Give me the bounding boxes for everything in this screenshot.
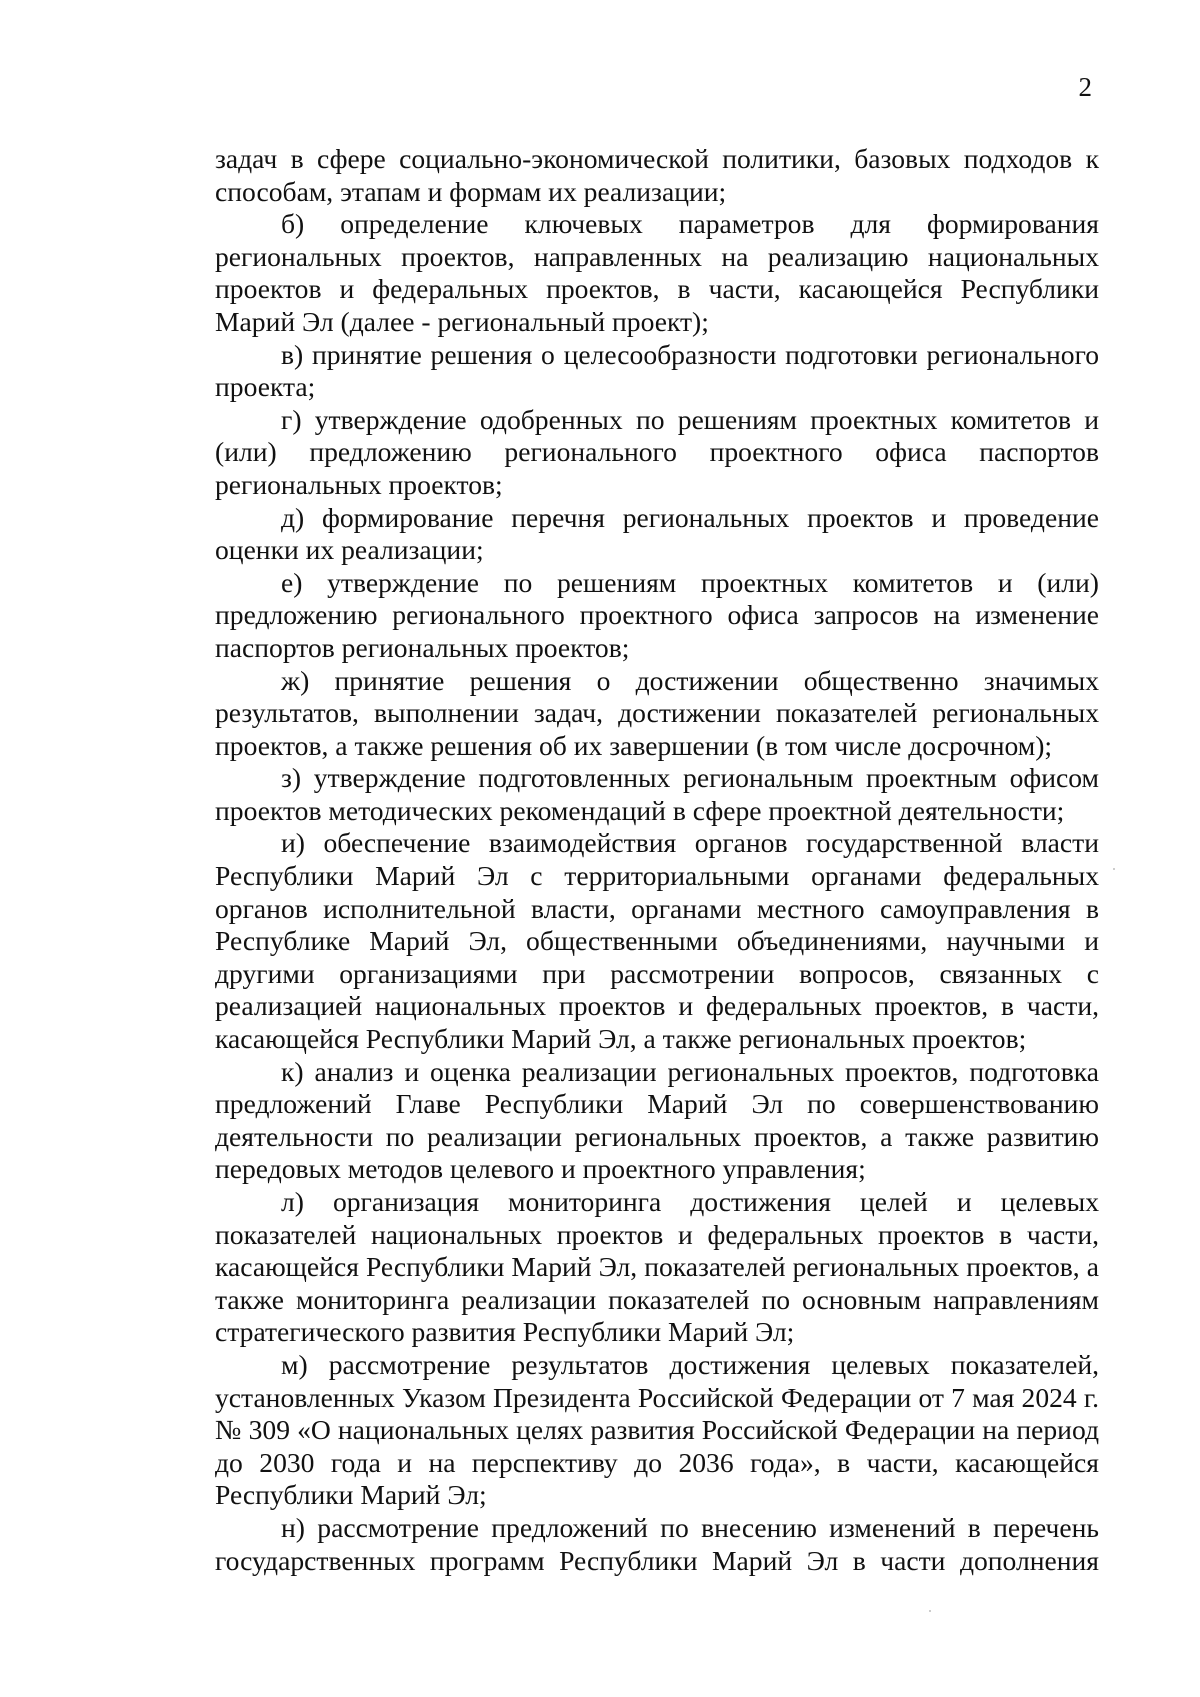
paragraph-item-b: б) определение ключевых параметров для формирования региональных проектов, направленных на реализацию национальных проектов и федеральных проектов, в части, касающейся Республики Марий Эл (далее - региональный проект); xyxy=(215,208,1099,337)
paragraph-item-v: в) принятие решения о целесообразности подготовки регионального проекта; xyxy=(215,338,1099,403)
paragraph-item-zh: ж) принятие решения о достижении общественно значимых результатов, выполнении задач, достижении показателей региональных проектов, а также решения об их завершении (в том числе досрочном); xyxy=(215,664,1099,761)
paragraph-continuation: задач в сфере социально-экономической политики, базовых подходов к способам, этапам и формам их реализации; xyxy=(215,143,1099,207)
paragraph-item-d: д) формирование перечня региональных проектов и проведение оценки их реализации; xyxy=(215,501,1099,566)
scan-speck xyxy=(1113,868,1115,870)
paragraph-item-e: е) утверждение по решениям проектных комитетов и (или) предложению регионального проектного офиса запросов на изменение паспортов региональных проектов; xyxy=(215,566,1099,663)
paragraph-item-n: н) рассмотрение предложений по внесению изменений в перечень государственных программ Республики Марий Эл в части дополнения xyxy=(215,1511,1099,1576)
paragraph-item-i: и) обеспечение взаимодействия органов государственной власти Республики Марий Эл с территориальными органами федеральных органов исполнительной власти, органами местного самоуправления в Республике Марий Эл, общественными объединениями, научными и другими организациями при рассмотрении вопросов, связанных с реализацией национальных проектов и федеральных проектов, в части, касающейся Республики Марий Эл, а также региональных проектов; xyxy=(215,827,1099,1055)
paragraph-item-g: г) утверждение одобренных по решениям проектных комитетов и (или) предложению регионального проектного офиса паспортов региональных проектов; xyxy=(215,403,1099,500)
paragraph-item-m: м) рассмотрение результатов достижения целевых показателей, установленных Указом Президента Российской Федерации от 7 мая 2024 г. № 309 «О национальных целях развития Российской Федерации на период до 2030 года и на перспективу до 2036 года», в части, касающейся Республики Марий Эл; xyxy=(215,1348,1099,1511)
scan-speck xyxy=(929,1610,931,1612)
paragraph-item-z: з) утверждение подготовленных региональным проектным офисом проектов методических рекомендаций в сфере проектной деятельности; xyxy=(215,762,1099,826)
paragraph-item-k: к) анализ и оценка реализации региональных проектов, подготовка предложений Главе Республики Марий Эл по совершенствованию деятельности по реализации региональных проектов, а также развитию передовых методов целевого и проектного управления; xyxy=(215,1055,1099,1185)
page-number: 2 xyxy=(1078,72,1092,102)
document-body xyxy=(215,143,1099,1577)
paragraph-item-l: л) организация мониторинга достижения целей и целевых показателей национальных проектов и федеральных проектов в части, касающейся Республики Марий Эл, показателей региональных проектов, а также мониторинга реализации показателей по основным направлениям стратегического развития Республики Марий Эл; xyxy=(215,1186,1099,1348)
